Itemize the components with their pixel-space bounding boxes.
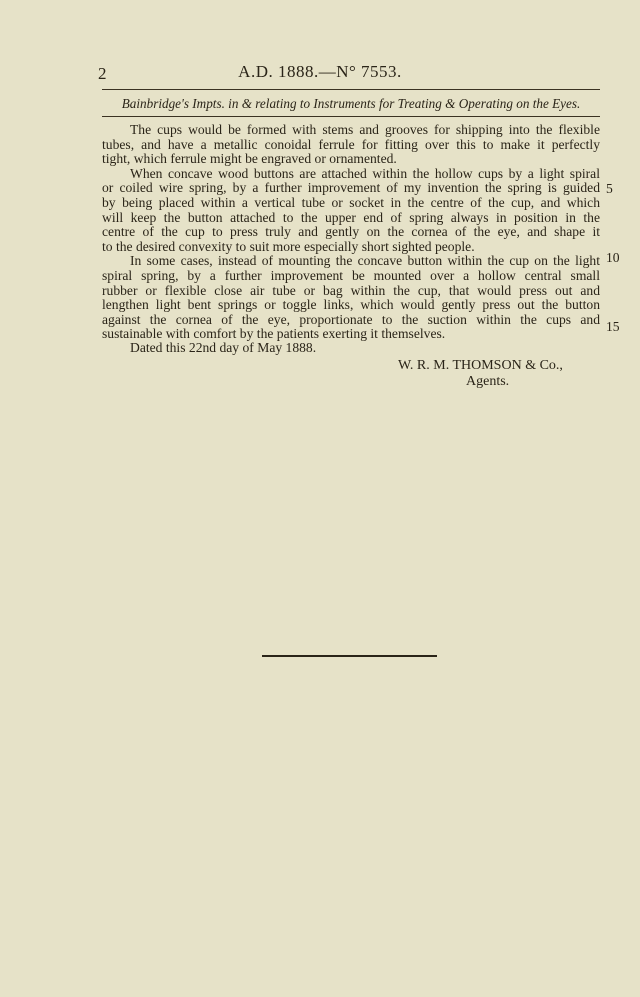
- body-line: rubber or flexible close air tube or bag within the cup, that would press out and: [102, 282, 600, 298]
- body-line: tight, which ferrule might be engraved or ornamented.: [102, 151, 397, 167]
- body-line: spiral spring, by a further improvement be mounted over a hollow central small: [102, 267, 600, 283]
- body-line: against the cornea of the eye, proportionate to the suction within the cups and: [102, 311, 600, 327]
- body-line: or coiled wire spring, by a further improvement of my invention the spring is guided: [102, 180, 600, 196]
- body-line: tubes, and have a metallic conoidal ferrule for fitting over this to make it perfectly: [102, 136, 600, 152]
- dated-line: Dated this 22nd day of May 1888.: [130, 340, 317, 355]
- signer-name: W. R. M. THOMSON & Co.,: [398, 358, 563, 373]
- page-header-title: A.D. 1888.—N° 7553.: [238, 62, 402, 81]
- body-line: to the desired convexity to suit more especially short sighted people.: [102, 238, 475, 254]
- body-line: In some cases, instead of mounting the concave button within the cup on the light: [130, 253, 600, 269]
- line-number-marker: 5: [606, 181, 613, 196]
- header-rule-bottom: [102, 116, 600, 117]
- specification-body: [102, 123, 600, 342]
- body-line: The cups would be formed with stems and grooves for shipping into the flexible: [130, 122, 600, 137]
- body-line: by being placed within a vertical tube or socket in the centre of the cup, and which: [102, 194, 600, 210]
- signer-role: Agents.: [466, 374, 510, 389]
- body-line: When concave wood buttons are attached within the hollow cups by a light spiral: [130, 165, 600, 181]
- body-line: will keep the button attached to the upper end of spring always in position in the: [102, 209, 600, 225]
- line-number-marker: 15: [606, 319, 620, 334]
- body-line: sustainable with comfort by the patients exerting it themselves.: [102, 326, 446, 342]
- running-subtitle: Bainbridge's Impts. in & relating to Instruments for Treating & Operating on the Eyes.: [121, 96, 581, 111]
- header-rule-top: [102, 89, 600, 90]
- body-line: lengthen light bent springs or toggle links, which would gently press out the button: [102, 297, 600, 313]
- end-rule: [262, 655, 437, 657]
- line-number-marker: 10: [606, 250, 620, 265]
- page-number: 2: [98, 64, 107, 83]
- body-line: centre of the cup to press truly and gently on the cornea of the eye, and shape it: [102, 224, 600, 240]
